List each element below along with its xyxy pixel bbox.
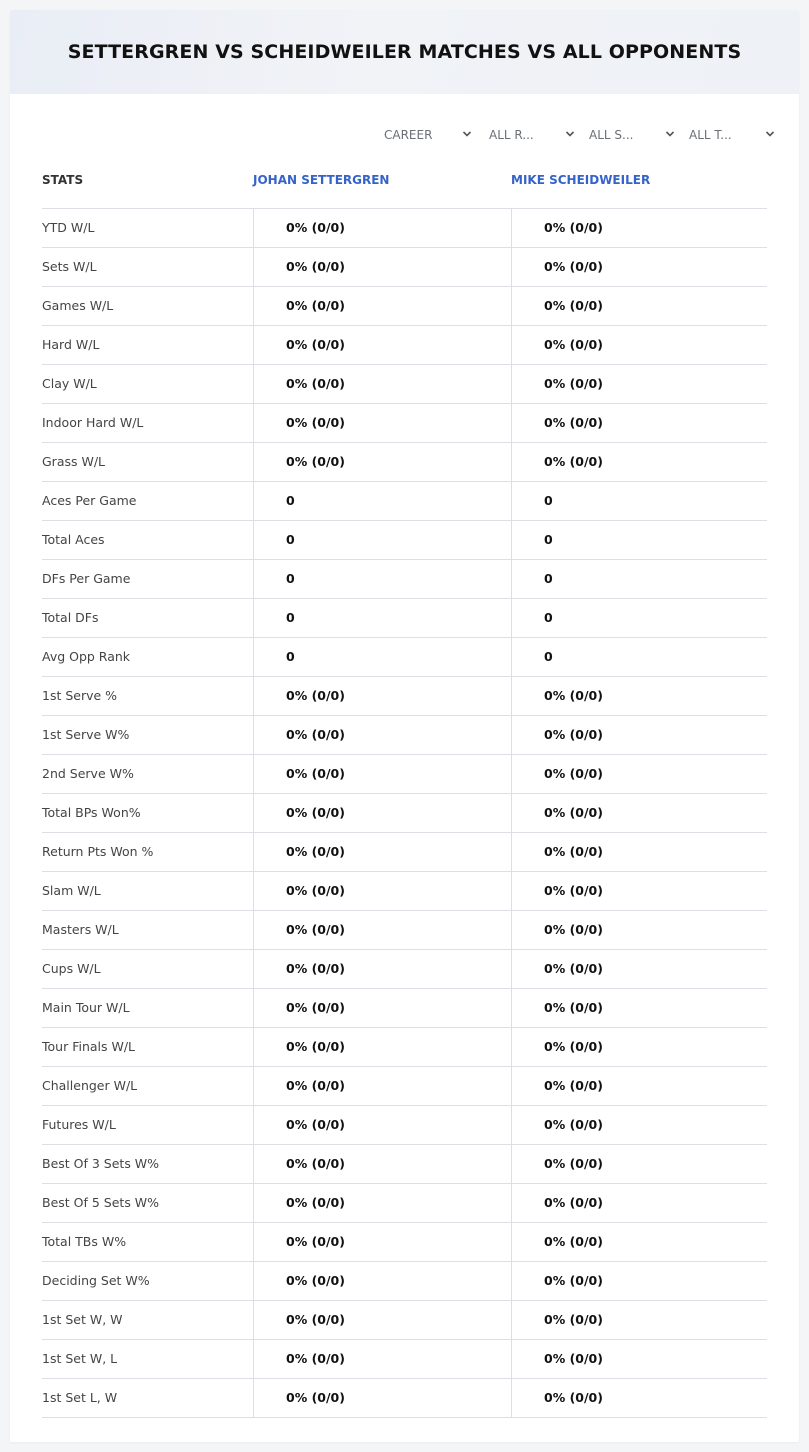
player1-stat-value: 0% (0/0) — [253, 248, 511, 286]
stat-label: YTD W/L — [42, 220, 95, 235]
stat-label: 1st Serve % — [42, 688, 118, 703]
player2-stat-value: 0% (0/0) — [511, 248, 767, 286]
filter-tournament-select[interactable] — [684, 126, 784, 146]
stat-label: Masters W/L — [42, 922, 119, 937]
player1-stat-value: 0% (0/0) — [253, 1379, 511, 1417]
table-row — [42, 872, 767, 911]
player2-stat-value: 0 — [511, 560, 767, 598]
stats-card — [10, 10, 799, 1442]
player2-stat-value: 0% (0/0) — [511, 365, 767, 403]
player2-stat-value: 0% (0/0) — [511, 1145, 767, 1183]
player2-stat-value: 0% (0/0) — [511, 1028, 767, 1066]
player1-stat-value: 0% (0/0) — [253, 872, 511, 910]
player1-stat-value: 0% (0/0) — [253, 443, 511, 481]
player1-stat-value: 0 — [253, 638, 511, 676]
stat-label: Challenger W/L — [42, 1078, 138, 1093]
player1-stat-value: 0 — [253, 599, 511, 637]
player1-stat-value: 0% (0/0) — [253, 1301, 511, 1339]
player1-stat-value: 0% (0/0) — [253, 404, 511, 442]
table-row — [42, 287, 767, 326]
player2-stat-value: 0% (0/0) — [511, 755, 767, 793]
player2-stat-value: 0 — [511, 482, 767, 520]
stat-label: Hard W/L — [42, 337, 100, 352]
stat-label: Total TBs W% — [42, 1234, 127, 1249]
table-row — [42, 365, 767, 404]
filter-period-select[interactable] — [384, 126, 484, 146]
player1-stat-value: 0% (0/0) — [253, 1028, 511, 1066]
player2-stat-value: 0% (0/0) — [511, 404, 767, 442]
stat-label: Total DFs — [42, 610, 99, 625]
player1-stat-value: 0% (0/0) — [253, 833, 511, 871]
stat-label: Grass W/L — [42, 454, 106, 469]
stat-label: Futures W/L — [42, 1117, 116, 1132]
table-row — [42, 1379, 767, 1418]
chevron-down-icon — [565, 128, 575, 140]
player2-stat-value: 0% (0/0) — [511, 1106, 767, 1144]
stat-label: Total Aces — [42, 532, 105, 547]
stat-label: DFs Per Game — [42, 571, 131, 586]
table-row — [42, 326, 767, 365]
player1-stat-value: 0% (0/0) — [253, 1067, 511, 1105]
table-row — [42, 248, 767, 287]
table-row — [42, 716, 767, 755]
player2-stat-value: 0% (0/0) — [511, 911, 767, 949]
player1-stat-value: 0% (0/0) — [253, 911, 511, 949]
stat-label: Slam W/L — [42, 883, 101, 898]
table-row — [42, 1067, 767, 1106]
player2-link[interactable]: MIKE SCHEIDWEILER — [511, 173, 651, 187]
player2-stat-value: 0 — [511, 599, 767, 637]
table-row — [42, 1184, 767, 1223]
table-row — [42, 833, 767, 872]
player2-stat-value: 0% (0/0) — [511, 1184, 767, 1222]
player2-stat-value: 0 — [511, 638, 767, 676]
player1-stat-value: 0 — [253, 521, 511, 559]
stat-label: Deciding Set W% — [42, 1273, 150, 1288]
table-row — [42, 950, 767, 989]
player2-stat-value: 0 — [511, 521, 767, 559]
player1-stat-value: 0% (0/0) — [253, 755, 511, 793]
table-header — [42, 170, 767, 208]
stat-label: Main Tour W/L — [42, 1000, 130, 1015]
player1-stat-value: 0% (0/0) — [253, 1223, 511, 1261]
player1-stat-value: 0% (0/0) — [253, 950, 511, 988]
stat-label: Clay W/L — [42, 376, 97, 391]
player1-stat-value: 0% (0/0) — [253, 989, 511, 1027]
table-row — [42, 482, 767, 521]
player1-stat-value: 0% (0/0) — [253, 794, 511, 832]
player2-stat-value: 0% (0/0) — [511, 209, 767, 247]
filter-round-select[interactable] — [484, 126, 584, 146]
filter-surface-label: ALL S... — [589, 128, 634, 142]
stat-label: Games W/L — [42, 298, 114, 313]
stat-label: Aces Per Game — [42, 493, 137, 508]
stat-label: 1st Set W, W — [42, 1312, 123, 1327]
player2-stat-value: 0% (0/0) — [511, 1379, 767, 1417]
player2-stat-value: 0% (0/0) — [511, 833, 767, 871]
player1-stat-value: 0% (0/0) — [253, 677, 511, 715]
filter-tournament-label: ALL T... — [689, 128, 732, 142]
chevron-down-icon — [665, 128, 675, 140]
stat-label: Indoor Hard W/L — [42, 415, 144, 430]
card-header — [10, 10, 799, 94]
stat-label: 1st Serve W% — [42, 727, 130, 742]
player2-stat-value: 0% (0/0) — [511, 950, 767, 988]
player2-stat-value: 0% (0/0) — [511, 1301, 767, 1339]
player2-stat-value: 0% (0/0) — [511, 326, 767, 364]
table-row — [42, 677, 767, 716]
table-row — [42, 794, 767, 833]
table-row — [42, 1340, 767, 1379]
table-row — [42, 1145, 767, 1184]
stat-label: 1st Set W, L — [42, 1351, 118, 1366]
table-row — [42, 560, 767, 599]
player1-stat-value: 0% (0/0) — [253, 1106, 511, 1144]
player1-stat-value: 0% (0/0) — [253, 326, 511, 364]
player1-stat-value: 0% (0/0) — [253, 365, 511, 403]
player2-stat-value: 0% (0/0) — [511, 1340, 767, 1378]
stat-label: Tour Finals W/L — [42, 1039, 136, 1054]
filter-period-label: CAREER — [384, 128, 433, 142]
player2-stat-value: 0% (0/0) — [511, 794, 767, 832]
stats-column-header: STATS — [42, 173, 84, 187]
player2-stat-value: 0% (0/0) — [511, 287, 767, 325]
stat-label: Sets W/L — [42, 259, 97, 274]
player2-stat-value: 0% (0/0) — [511, 872, 767, 910]
table-row — [42, 638, 767, 677]
table-row — [42, 911, 767, 950]
player1-link[interactable]: JOHAN SETTERGREN — [253, 173, 390, 187]
table-row — [42, 209, 767, 248]
chevron-down-icon — [462, 128, 472, 140]
table-row — [42, 989, 767, 1028]
player2-stat-value: 0% (0/0) — [511, 1223, 767, 1261]
table-row — [42, 1106, 767, 1145]
player2-stat-value: 0% (0/0) — [511, 677, 767, 715]
player1-stat-value: 0 — [253, 482, 511, 520]
stat-label: Best Of 5 Sets W% — [42, 1195, 160, 1210]
table-row — [42, 404, 767, 443]
stat-label: 1st Set L, W — [42, 1390, 118, 1405]
table-row — [42, 1262, 767, 1301]
stat-label: Avg Opp Rank — [42, 649, 131, 664]
stat-label: Cups W/L — [42, 961, 101, 976]
table-row — [42, 1301, 767, 1340]
player1-stat-value: 0% (0/0) — [253, 1340, 511, 1378]
table-row — [42, 1028, 767, 1067]
stat-label: Best Of 3 Sets W% — [42, 1156, 160, 1171]
stat-label: 2nd Serve W% — [42, 766, 134, 781]
player2-stat-value: 0% (0/0) — [511, 1262, 767, 1300]
table-row — [42, 521, 767, 560]
player1-stat-value: 0% (0/0) — [253, 1145, 511, 1183]
player2-stat-value: 0% (0/0) — [511, 1067, 767, 1105]
page-title: SETTERGREN VS SCHEIDWEILER MATCHES VS ALL OPPONENTS — [67, 41, 742, 63]
table-row — [42, 1223, 767, 1262]
table-row — [42, 443, 767, 482]
player1-stat-value: 0 — [253, 560, 511, 598]
player1-stat-value: 0% (0/0) — [253, 209, 511, 247]
player2-stat-value: 0% (0/0) — [511, 989, 767, 1027]
player1-stat-value: 0% (0/0) — [253, 1262, 511, 1300]
table-row — [42, 599, 767, 638]
stat-label: Total BPs Won% — [42, 805, 141, 820]
table-row — [42, 755, 767, 794]
player1-stat-value: 0% (0/0) — [253, 287, 511, 325]
stats-table — [42, 208, 767, 1418]
chevron-down-icon — [765, 128, 775, 140]
filter-bar — [384, 126, 784, 146]
stat-label: Return Pts Won % — [42, 844, 154, 859]
filter-surface-select[interactable] — [584, 126, 684, 146]
player2-stat-value: 0% (0/0) — [511, 716, 767, 754]
player2-stat-value: 0% (0/0) — [511, 443, 767, 481]
filter-round-label: ALL R... — [489, 128, 534, 142]
player1-stat-value: 0% (0/0) — [253, 1184, 511, 1222]
player1-stat-value: 0% (0/0) — [253, 716, 511, 754]
